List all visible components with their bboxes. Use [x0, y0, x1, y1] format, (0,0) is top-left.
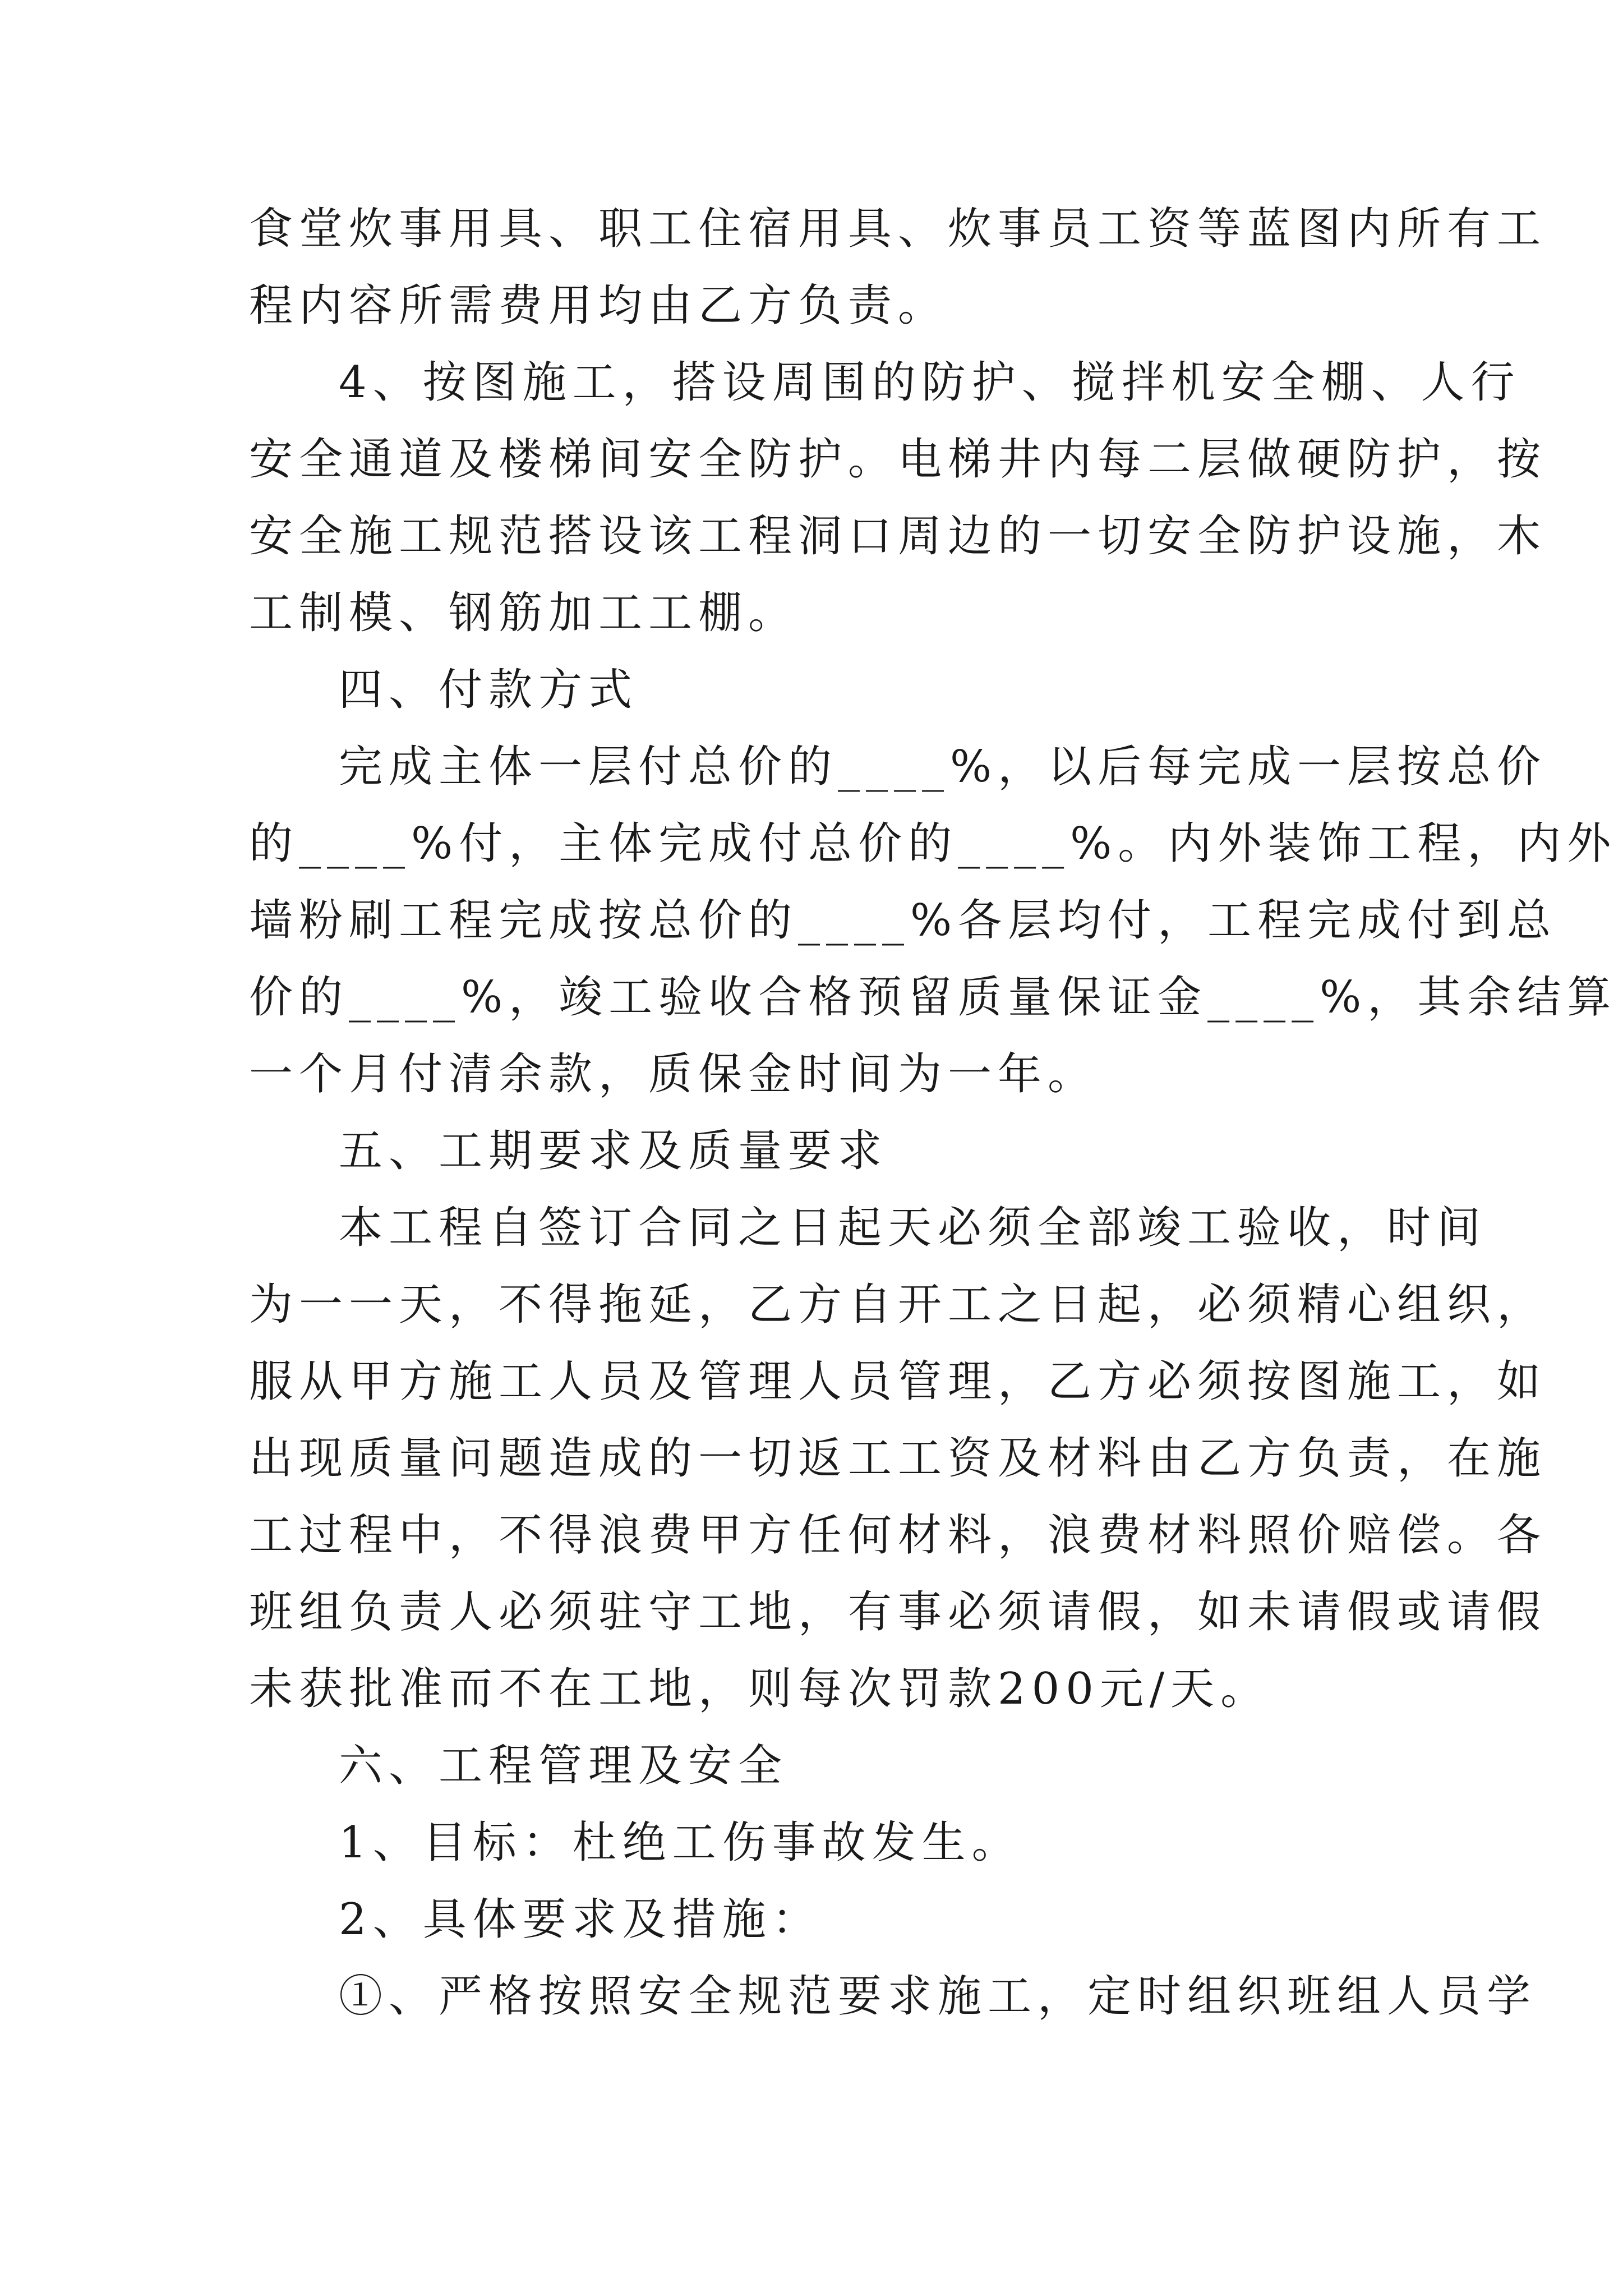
text-line-11: 价的____%，竣工验收合格预留质量保证金____%，其余结算 [249, 972, 1617, 1023]
section-heading-payment: 四、付款方式 [339, 665, 639, 715]
text-line-17: 出现质量问题造成的一切返工工资及材料由乙方负责，在施 [249, 1433, 1547, 1484]
text-line-16: 服从甲方施工人员及管理人员管理，乙方必须按图施工，如 [249, 1356, 1547, 1407]
text-line-20: 未获批准而不在工地，则每次罚款200元/天。 [249, 1664, 1271, 1714]
text-line-23: 2、具体要求及措施： [339, 1894, 822, 1945]
text-line-24: ①、严格按照安全规范要求施工，定时组织班组人员学 [339, 1971, 1537, 2022]
text-line-15: 为一一天，不得拖延，乙方自开工之日起，必须精心组织， [249, 1280, 1547, 1330]
text-line-9: 的____%付，主体完成付总价的____%。内外装饰工程，内外 [249, 818, 1617, 869]
text-line-1: 食堂炊事用具、职工住宿用具、炊事员工资等蓝图内所有工 [249, 204, 1547, 254]
text-line-2: 程内容所需费用均由乙方负责。 [249, 280, 948, 331]
text-line-4: 安全通道及楼梯间安全防护。电梯井内每二层做硬防护，按 [249, 434, 1547, 485]
text-line-8: 完成主体一层付总价的____%，以后每完成一层按总价 [339, 742, 1547, 792]
text-line-6: 工制模、钢筋加工工棚。 [249, 588, 799, 638]
text-line-12: 一个月付清余款，质保金时间为一年。 [249, 1049, 1098, 1099]
text-line-10: 墙粉刷工程完成按总价的____%各层均付，工程完成付到总 [249, 895, 1557, 946]
text-line-14: 本工程自签订合同之日起天必须全部竣工验收，时间 [339, 1203, 1487, 1253]
section-heading-management-safety: 六、工程管理及安全 [339, 1741, 789, 1791]
section-heading-schedule-quality: 五、工期要求及质量要求 [339, 1126, 888, 1176]
text-line-19: 班组负责人必须驻守工地，有事必须请假，如未请假或请假 [249, 1587, 1547, 1637]
text-line-5: 安全施工规范搭设该工程洞口周边的一切安全防护设施，木 [249, 511, 1547, 562]
text-line-3: 4、按图施工，搭设周围的防护、搅拌机安全棚、人行 [339, 357, 1521, 408]
text-line-18: 工过程中，不得浪费甲方任何材料，浪费材料照价赔偿。各 [249, 1510, 1547, 1561]
text-line-22: 1、目标：杜绝工伤事故发生。 [339, 1818, 1022, 1868]
